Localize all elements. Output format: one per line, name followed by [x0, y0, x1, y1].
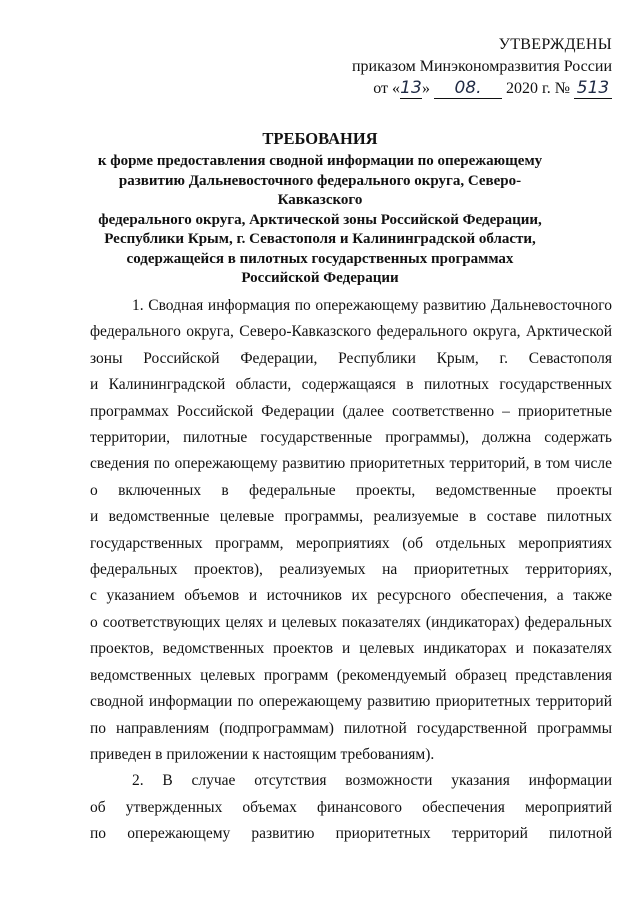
text-line: 2. В случае отсутствия возможности указания информации: [132, 772, 612, 790]
document-body: [90, 293, 612, 848]
text-line: сводной информации по опережающему развитию приоритетных территорий: [90, 693, 612, 711]
approval-date-mid: »: [421, 80, 430, 97]
text-line: приведен в приложении к настоящим требованиям).: [90, 745, 435, 763]
approval-number: [574, 79, 612, 99]
text-line: территории, пилотные государственные программы), должна содержать: [90, 429, 612, 447]
text-line: и ведомственные целевые программы, реализуемые в составе пилотных: [90, 508, 612, 526]
subtitle-line: федерального округа, Арктической зоны Российской Федерации,: [98, 211, 542, 228]
subtitle-line: Республики Крым, г. Севастополя и Калининградской области,: [104, 231, 536, 247]
handwritten-number: 513: [576, 78, 610, 98]
text-line: программах Российской Федерации (далее соответственно – приоритетные: [90, 402, 612, 420]
text-line: по направлениям (подпрограммам) пилотной государственной программы: [90, 719, 612, 737]
subtitle-line: Российской Федерации: [241, 270, 399, 286]
text-line: проектов, ведомственных проектов и целевых индикаторах и показателях: [90, 640, 612, 658]
text-line: ведомственных целевых программ (рекомендуемый образец представления: [90, 666, 612, 684]
approval-stamp: [352, 34, 612, 100]
text-line: и Калининградской области, содержащаяся в пилотных государственных: [90, 376, 612, 394]
text-line: о включенных в федеральные проекты, ведомственные проекты: [90, 481, 612, 499]
text-line: сведения по опережающему развитию приоритетных территорий, в том числе: [90, 455, 612, 473]
document-heading: [90, 129, 550, 289]
subtitle-line: развитию Дальневосточного федерального округа, Северо-Кавказского: [118, 172, 522, 208]
approval-month: [434, 79, 502, 99]
text-line: государственных программ, мероприятиях (об отдельных мероприятиях: [90, 534, 612, 552]
paragraph-1: [90, 293, 612, 768]
approval-date-line: [352, 78, 612, 100]
paragraph-2: [90, 768, 612, 847]
approval-year: 2020 г. №: [505, 80, 570, 97]
document-title: ТРЕБОВАНИЯ: [262, 129, 378, 148]
subtitle-line: содержащейся в пилотных государственных программах: [126, 250, 514, 267]
approval-order-line: приказом Минэкономразвития России: [351, 58, 612, 75]
text-line: федеральных проектов), реализуемых на приоритетных территориях,: [90, 561, 612, 579]
approval-day: [400, 79, 422, 99]
handwritten-month: 08.: [454, 78, 482, 98]
approval-date-prefix: от «: [373, 80, 400, 97]
document-subtitle: [90, 152, 550, 289]
handwritten-day: 13: [400, 78, 422, 98]
text-line: об утвержденных объемах финансового обеспечения мероприятий: [90, 798, 612, 816]
subtitle-line: к форме предоставления сводной информации по опережающему: [97, 153, 543, 169]
text-line: с указанием объемов и источников их ресурсного обеспечения, а также: [90, 587, 612, 605]
text-line: по опережающему развитию приоритетных территорий пилотной: [90, 825, 612, 843]
text-line: о соответствующих целях и целевых показателях (индикаторах) федеральных: [90, 613, 612, 631]
text-line: федерального округа, Северо-Кавказского федерального округа, Арктической: [90, 323, 612, 341]
approval-title: УТВЕРЖДЕНЫ: [498, 36, 612, 53]
text-line: 1. Сводная информация по опережающему развитию Дальневосточного: [132, 297, 612, 314]
text-line: зоны Российской Федерации, Республики Крым, г. Севастополя: [90, 349, 612, 367]
